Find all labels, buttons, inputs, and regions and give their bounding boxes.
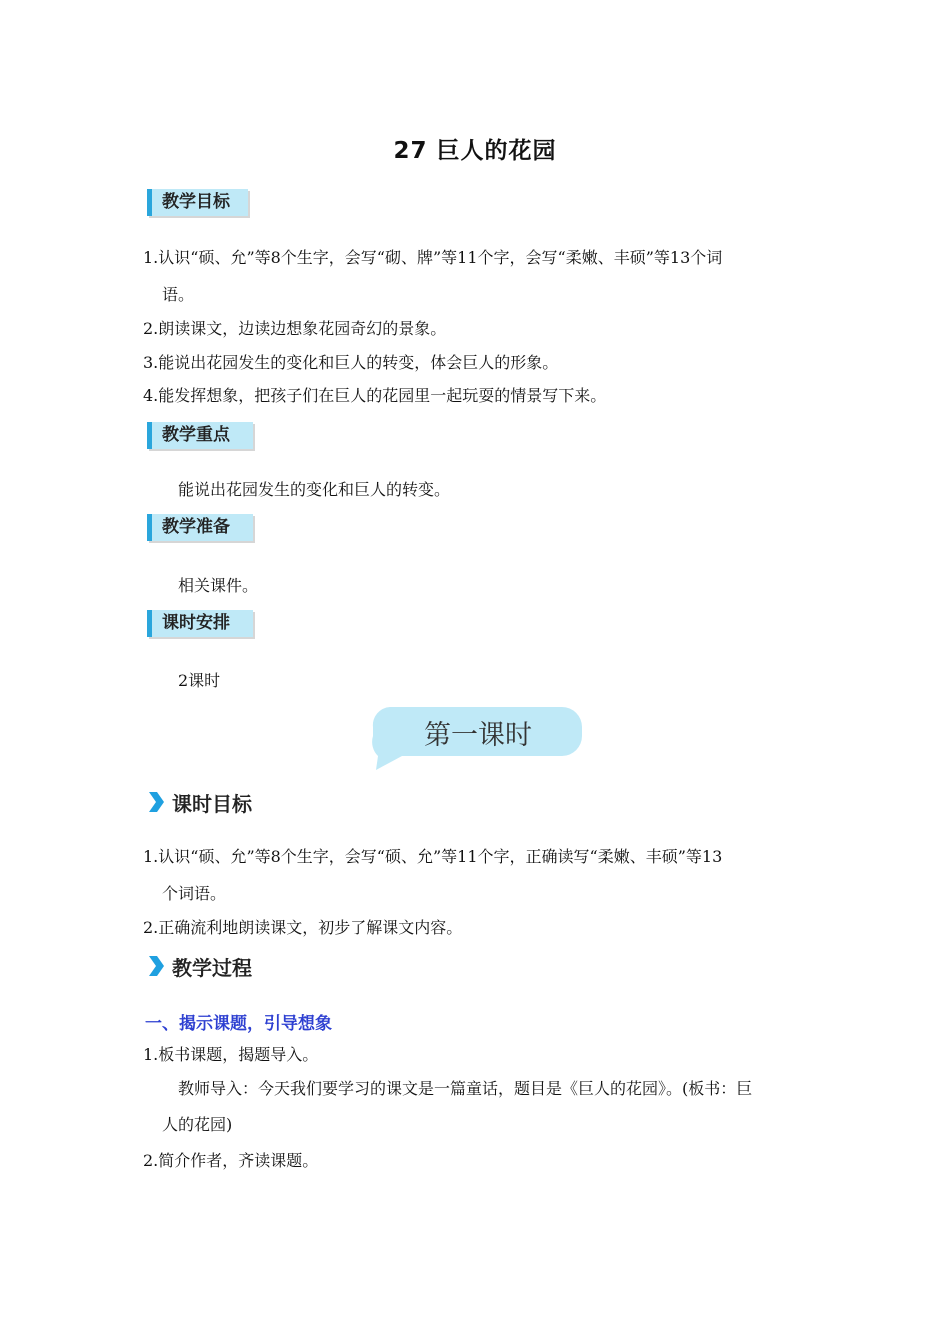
process-step-1: 1.板书课题，揭题导入。 [143,1045,319,1064]
goal-item-3: 3.能说出花园发生的变化和巨人的转变，体会巨人的形象。 [143,353,559,372]
chevron-right-icon [147,791,165,813]
tag-preparation: 教学准备 [147,514,253,541]
tag-teaching-goals: 教学目标 [147,189,248,216]
section-lesson-goals: 课时目标 [172,792,252,816]
goal-item-1: 1.认识“硕、允”等8个生字，会写“砌、牌”等11个字，会写“柔嫩、丰硕”等13个词 [143,248,723,267]
tag-key-point: 教学重点 [147,422,253,449]
lesson-badge-label: 第一课时 [424,720,532,751]
lesson-goal-item-2: 2.正确流利地朗读课文，初步了解课文内容。 [143,918,463,937]
process-heading-1: 一、揭示课题，引导想象 [145,1014,332,1034]
schedule-text: 2课时 [178,671,221,690]
section-teaching-process: 教学过程 [172,956,252,980]
goal-item-4: 4.能发挥想象，把孩子们在巨人的花园里一起玩耍的情景写下来。 [143,386,607,405]
key-point-text: 能说出花园发生的变化和巨人的转变。 [178,480,451,499]
process-step-2: 2.简介作者，齐读课题。 [143,1151,319,1170]
process-step-1-detail-cont: 人的花园) [162,1115,233,1134]
process-step-1-detail: 教师导入：今天我们要学习的课文是一篇童话，题目是《巨人的花园》。(板书：巨 [178,1079,753,1098]
lesson-goal-item-1: 1.认识“硕、允”等8个生字，会写“硕、允”等11个字，正确读写“柔嫩、丰硕”等13 [143,847,723,866]
tag-schedule: 课时安排 [147,610,253,637]
goal-item-2: 2.朗读课文，边读边想象花园奇幻的景象。 [143,319,447,338]
chevron-right-icon [147,955,165,977]
goal-item-1-cont: 语。 [162,285,195,304]
lesson-goal-item-1-cont: 个词语。 [162,884,227,903]
preparation-text: 相关课件。 [178,576,259,595]
page-title: 27 巨人的花园 [393,138,557,164]
